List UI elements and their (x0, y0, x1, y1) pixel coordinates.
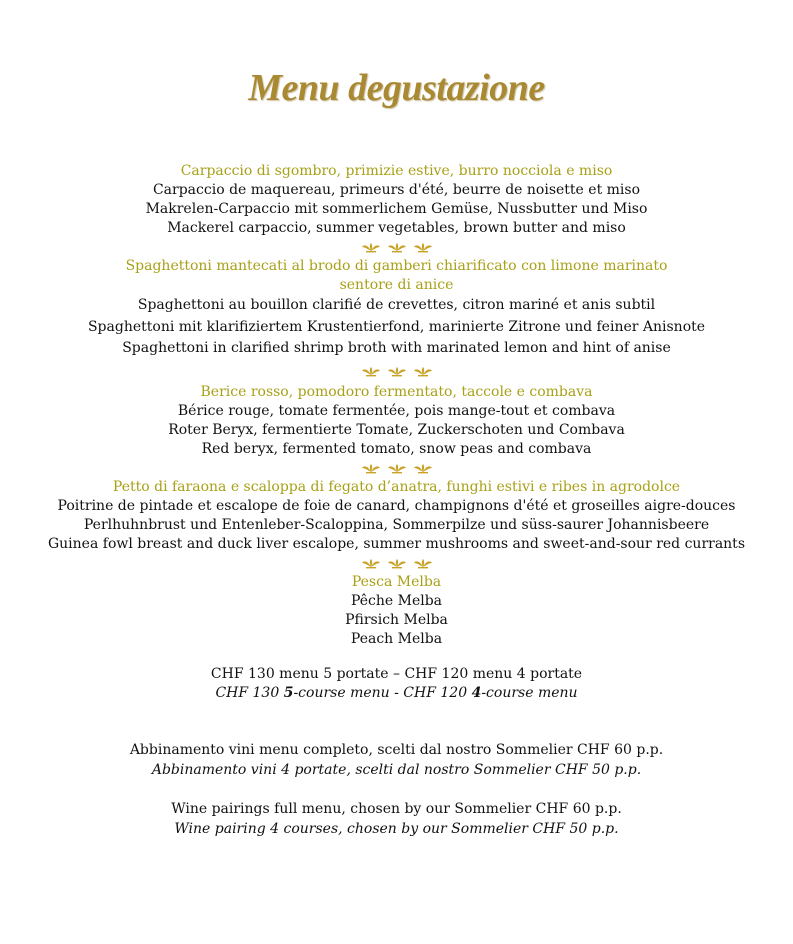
course-name-english: Guinea fowl breast and duck liver escalope, summer mushrooms and sweet-and-sour red currants (47, 535, 745, 552)
ornament-separator (0, 459, 793, 478)
course-name-italian: Carpaccio di sgombro, primizie estive, burro nocciola e miso (180, 163, 613, 179)
price-en-part: -course menu - CHF 120 (293, 685, 472, 701)
course-name-english: Spaghettoni in clarified shrimp broth with marinated lemon and hint of anise (122, 340, 671, 356)
course-name-german: Makrelen-Carpaccio mit sommerlichem Gemüse, Nussbutter und Miso (145, 201, 648, 217)
course-name-english: Peach Melba (350, 630, 443, 647)
course-name-french: Poitrine de pintade et escalope de foie de canard, champignons d'été et groseilles aigre-douces (57, 497, 736, 514)
course-name-english: Mackerel carpaccio, summer vegetables, brown butter and miso (167, 220, 626, 236)
price-en-four: 4 (471, 685, 482, 701)
course-name-italian: Pesca Melba (351, 573, 442, 590)
gold-fleuron-icon (413, 463, 433, 474)
gold-fleuron-icon (413, 558, 433, 569)
course-name-german: Spaghettoni mit klarifiziertem Krustentierfond, marinierte Zitrone und feiner Anisnote (87, 318, 706, 335)
course-name-german: Perlhuhnbrust und Entenleber-Scaloppina, Sommerpilze und süss-saurer Johannisbeere (83, 516, 710, 533)
course-2 (0, 257, 793, 360)
course-name-italian: Spaghettoni mantecati al brodo di gamberi chiarificato con limone marinato (125, 258, 668, 274)
gold-fleuron-icon (387, 366, 407, 377)
gold-fleuron-icon (361, 366, 381, 377)
price-english (0, 684, 793, 703)
course-name-english: Red beryx, fermented tomato, snow peas and combava (201, 440, 592, 457)
ornament-separator (0, 238, 793, 257)
gold-fleuron-icon (361, 463, 381, 474)
wine-full-english: Wine pairings full menu, chosen by our Sommelier CHF 60 p.p. (171, 801, 622, 817)
menu-courses (0, 162, 793, 649)
ornament-separator (0, 554, 793, 573)
gold-fleuron-icon (361, 242, 381, 253)
gold-fleuron-icon (361, 558, 381, 569)
page-title: Menu degustazione (248, 67, 545, 109)
course-name-italian: Petto di faraona e scaloppa di fegato d’anatra, funghi estivi e ribes in agrodolce (112, 478, 681, 495)
course-4 (0, 478, 793, 554)
wine-four-italian: Abbinamento vini 4 portate, scelti dal nostro Sommelier CHF 50 p.p. (151, 762, 642, 778)
wine-pairing-italian (0, 740, 793, 780)
course-5 (0, 573, 793, 649)
wine-four-english: Wine pairing 4 courses, chosen by our Sommelier CHF 50 p.p. (174, 821, 619, 837)
gold-fleuron-icon (413, 366, 433, 377)
ornament-separator (0, 360, 793, 383)
course-name-french: Spaghettoni au bouillon clarifié de crevettes, citron mariné et anis subtil (137, 297, 656, 313)
course-1 (0, 162, 793, 238)
course-name-french: Carpaccio de maquereau, primeurs d'été, beurre de noisette et miso (152, 182, 641, 198)
price-en-part: -course menu (481, 685, 578, 701)
gold-fleuron-icon (413, 242, 433, 253)
course-name-french: Bérice rouge, tomate fermentée, pois mange-tout et combava (177, 402, 616, 419)
course-3 (0, 383, 793, 459)
gold-fleuron-icon (387, 242, 407, 253)
price-block (0, 665, 793, 703)
wine-pairing-english (0, 799, 793, 839)
price-italian: CHF 130 menu 5 portate – CHF 120 menu 4 portate (210, 666, 583, 682)
price-en-five: 5 (283, 685, 294, 701)
course-name-italian: Berice rosso, pomodoro fermentato, taccole e combava (200, 383, 593, 400)
course-name-german: Roter Beryx, fermentierte Tomate, Zuckerschoten und Combava (168, 421, 625, 438)
gold-fleuron-icon (387, 463, 407, 474)
price-en-part: CHF 130 (215, 685, 284, 701)
course-name-italian-cont: sentore di anice (339, 277, 454, 293)
course-name-german: Pfirsich Melba (345, 611, 448, 628)
wine-full-italian: Abbinamento vini menu completo, scelti dal nostro Sommelier CHF 60 p.p. (129, 742, 664, 758)
gold-fleuron-icon (387, 558, 407, 569)
course-name-french: Pêche Melba (350, 592, 443, 609)
